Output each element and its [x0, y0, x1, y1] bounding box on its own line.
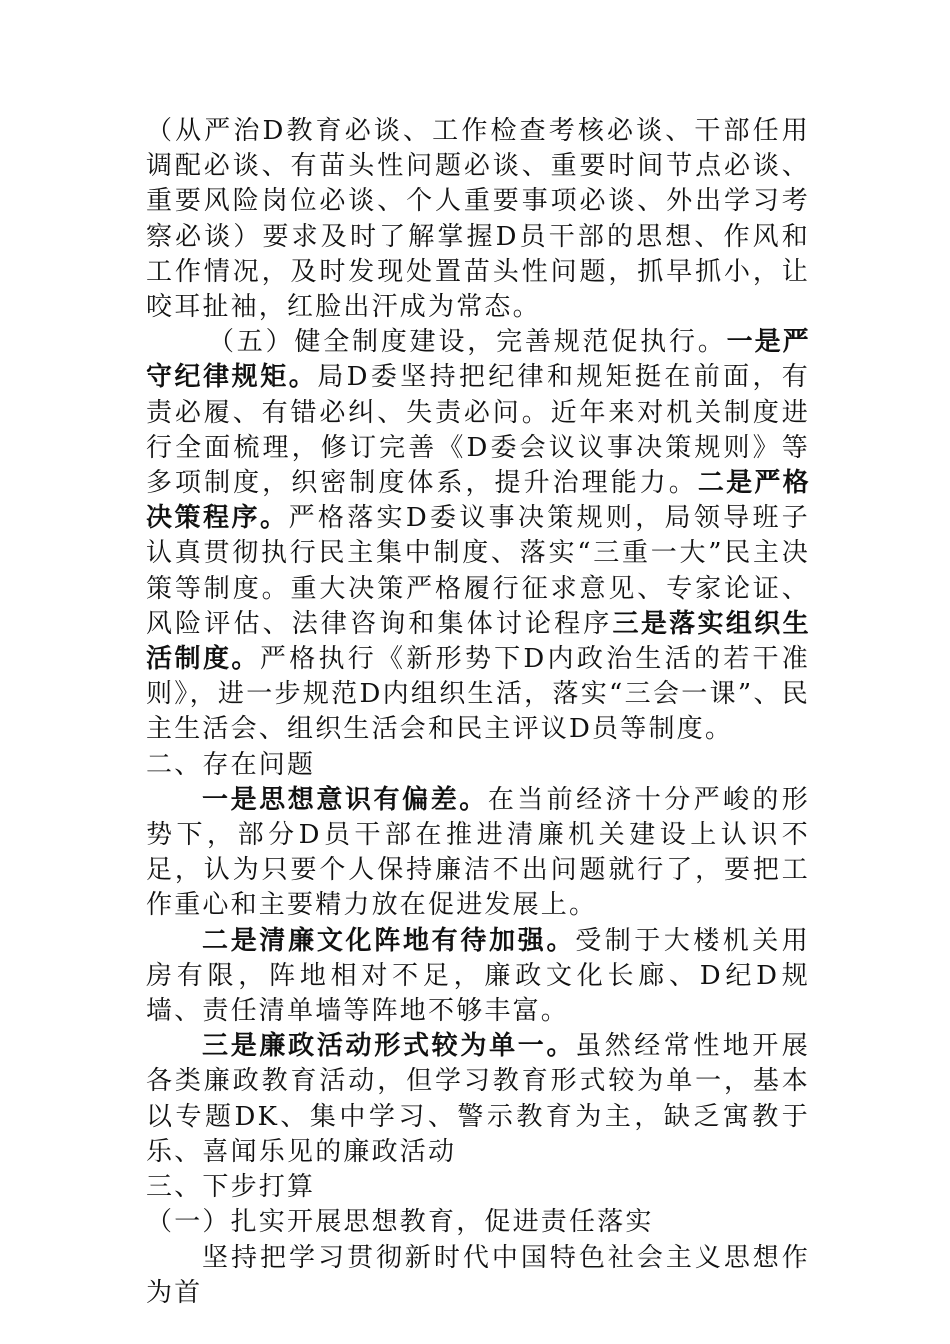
paragraph-talks-text: （从严治D教育必谈、工作检查考核必谈、干部任用调配必谈、有苗头性问题必谈、重要时间节点必谈、重要风险岗位必谈、个人重要事项必谈、外出学习考察必谈）要求及时了解掌握D员干部的思想、作风和工作情况，及时发现处置苗头性问题，抓早抓小，让咬耳扯袖，红脸出汗成为常态。 [146, 116, 810, 323]
section-heading-problems-text: 二、存在问题 [146, 749, 316, 780]
problem-three-title: 三是廉政活动形式较为单一。 [202, 1031, 576, 1062]
problem-two-title: 二是清廉文化阵地有待加强。 [202, 925, 576, 956]
section-five-title: （五）健全制度建设，完善规范促执行。 [208, 327, 727, 358]
problem-two-text: 受制于大楼机关用房有限，阵地相对不足，廉政文化长廊、D纪D规墙、责任清单墙等阵地不够丰富。 [146, 925, 811, 1027]
point-one-title: 一是严守纪律规矩。 [146, 327, 810, 393]
point-two-text: 严格落实D委议事决策规则，局领导班子认真贯彻执行民主集中制度、落实“三重一大”民主决策等制度。重大决策严格履行征求意见、专家论证、风险评估、法律咨询和集体讨论程序 [146, 503, 810, 639]
section-heading-problems [146, 748, 810, 783]
subsection-heading-education [146, 1205, 810, 1240]
problem-one-title: 一是思想意识有偏差。 [202, 784, 488, 815]
point-two-title: 二是严格决策程序。 [146, 468, 810, 534]
paragraph-problem-one [146, 783, 810, 924]
document-body [146, 114, 810, 1311]
section-heading-next-steps-text: 三、下步打算 [146, 1172, 316, 1203]
paragraph-system-building [146, 325, 810, 747]
point-three-title: 三是落实组织生活制度。 [146, 608, 810, 675]
paragraph-problem-three [146, 1029, 810, 1170]
paragraph-problem-two [146, 924, 810, 1030]
paragraph-study [146, 1241, 810, 1311]
paragraph-talks [146, 114, 810, 325]
paragraph-study-text: 坚持把学习贯彻新时代中国特色社会主义思想作为首 [146, 1242, 810, 1308]
problem-one-text: 在当前经济十分严峻的形势下，部分D员干部在推进清廉机关建设上认识不足，认为只要个人保持廉洁不出问题就行了，要把工作重心和主要精力放在促进发展上。 [146, 784, 810, 921]
problem-three-text: 虽然经常性地开展各类廉政教育活动，但学习教育形式较为单一，基本以专题DK、集中学习、警示教育为主，缺乏寓教于乐、喜闻乐见的廉政活动 [146, 1031, 811, 1167]
section-heading-next-steps [146, 1170, 810, 1205]
point-three-text: 严格执行《新形势下D内政治生活的若干准则》，进一步规范D内组织生活，落实“三会一课”、民主生活会、组织生活会和民主评议D员等制度。 [146, 644, 810, 745]
subsection-heading-education-text: （一）扎实开展思想教育，促进责任落实 [146, 1207, 654, 1238]
point-one-text: 局D委坚持把纪律和规矩挺在前面，有责必履、有错必纠、失责必问。近年来对机关制度进行全面梳理，修订完善《D委会议议事决策规则》等多项制度，织密制度体系，提升治理能力。 [146, 362, 810, 499]
